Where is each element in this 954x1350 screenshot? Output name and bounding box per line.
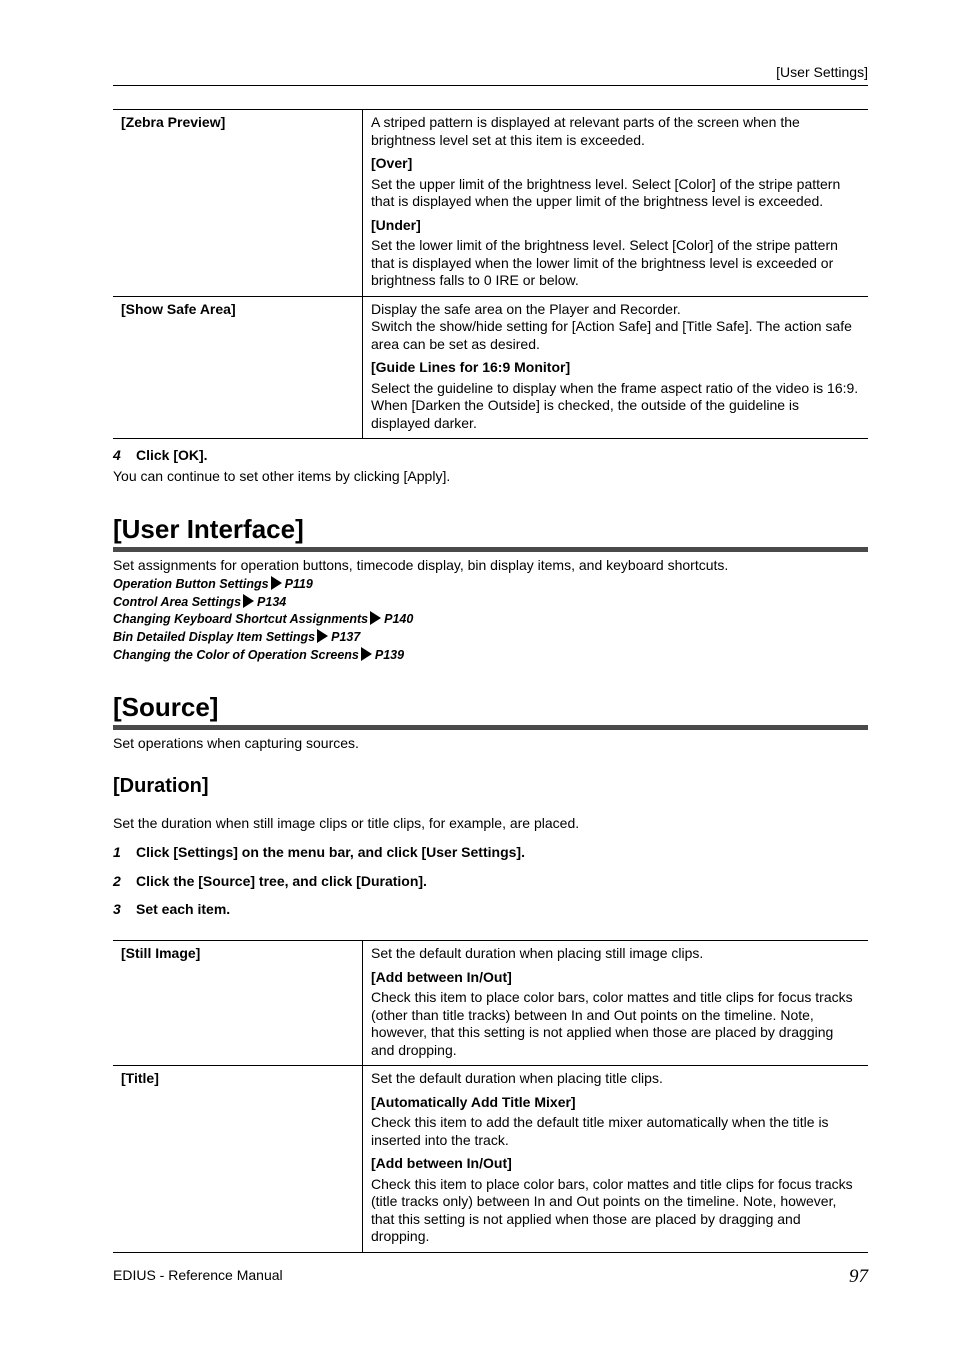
setting-description [363,110,869,297]
option-text: Check this item to add the default title mixer automatically when the title is inserted into the track. [371,1114,829,1148]
subsection-title-duration: [Duration] [113,775,209,797]
option-title: [Guide Lines for 16:9 Monitor] [371,359,571,375]
setting-description [363,941,869,1066]
cross-reference-link[interactable]: Control Area Settings P134 [113,595,287,609]
duration-description: Set the duration when still image clips or title clips, for example, are placed. [113,815,580,831]
section-rule [113,547,868,552]
setting-name: [Title] [113,1066,363,1253]
description-text: Display the safe area on the Player and Recorder. [371,300,681,317]
step-3: 3 Set each item. [113,901,231,917]
option-text: Check this item to place color bars, color mattes and title clips for focus tracks (other than title tracks) between In and Out points on the timeline. Note, however, that this setting is not applied when those are placed by dragging and dropping. [371,989,853,1058]
description-text: A striped pattern is displayed at relevant parts of the screen when the brightness level set at this item is exceeded. [371,114,800,148]
section-rule [113,725,868,730]
step-1: 1 Click [Settings] on the menu bar, and click [User Settings]. [113,844,525,860]
table-row [113,941,868,1066]
cross-reference-link[interactable]: Changing the Color of Operation Screens P139 [113,648,405,662]
cross-reference-link[interactable]: Changing Keyboard Shortcut Assignments P140 [113,612,414,626]
setting-name: [Show Safe Area] [113,296,363,439]
option-title: [Over] [371,155,413,171]
table-row [113,1066,868,1253]
section-title-user-interface: [User Interface] [113,514,304,544]
user-interface-description: Set assignments for operation buttons, timecode display, bin display items, and keyboard shortcuts. [113,557,729,573]
table-row [113,296,868,439]
option-title: [Add between In/Out] [371,968,512,985]
setting-name: [Still Image] [113,941,363,1066]
cross-reference-link[interactable]: Operation Button Settings P119 [113,577,313,591]
setting-description [363,296,869,439]
option-text: Check this item to place color bars, color mattes and title clips for focus tracks (title tracks only) between In and Out points on the timeline. Note, however, that this setting is not applied when those are placed by dragging and dropping. [371,1175,853,1244]
step-2: 2 Click the [Source] tree, and click [Duration]. [113,873,427,889]
zebra-safe-area-table [113,109,868,439]
option-text: Set the lower limit of the brightness level. Select [Color] of the stripe pattern that is displayed when the lower limit of the brightness level is exceeded or brightness falls to 0 IRE or below. [371,237,838,288]
duration-settings-table [113,940,868,1253]
description-text: Set the default duration when placing title clips. [371,1070,663,1086]
header-rule [113,85,868,86]
running-header: [User Settings] [776,64,868,80]
arrow-right-icon [317,629,328,643]
arrow-right-icon [361,647,372,661]
cross-reference-link[interactable]: Bin Detailed Display Item Settings P137 [113,630,361,644]
section-title-source: [Source] [113,692,219,722]
setting-name: [Zebra Preview] [113,110,363,297]
page-number: 97 [849,1266,868,1287]
table-row [113,110,868,297]
arrow-right-icon [271,576,282,590]
step-4-note: You can continue to set other items by clicking [Apply]. [113,468,451,484]
option-title: [Under] [371,216,421,233]
source-description: Set operations when capturing sources. [113,735,359,751]
option-text: Set the upper limit of the brightness level. Select [Color] of the stripe pattern that is displayed when the upper limit of the brightness level is exceeded. [371,175,841,209]
setting-description [363,1066,869,1253]
description-text: Switch the show/hide setting for [Action Safe] and [Title Safe]. The action safe area can be set as desired. [371,318,852,352]
option-title: [Add between In/Out] [371,1155,512,1171]
description-text: Set the default duration when placing still image clips. [371,945,704,961]
option-title: [Automatically Add Title Mixer] [371,1093,576,1110]
step-4: 4 Click [OK]. [113,447,208,463]
arrow-right-icon [243,594,254,608]
arrow-right-icon [370,611,381,625]
option-text: Select the guideline to display when the frame aspect ratio of the video is 16:9. When [Darken the Outside] is checked, the outside of the guideline is displayed darker. [371,379,859,431]
footer-manual-title: EDIUS - Reference Manual [113,1267,283,1283]
